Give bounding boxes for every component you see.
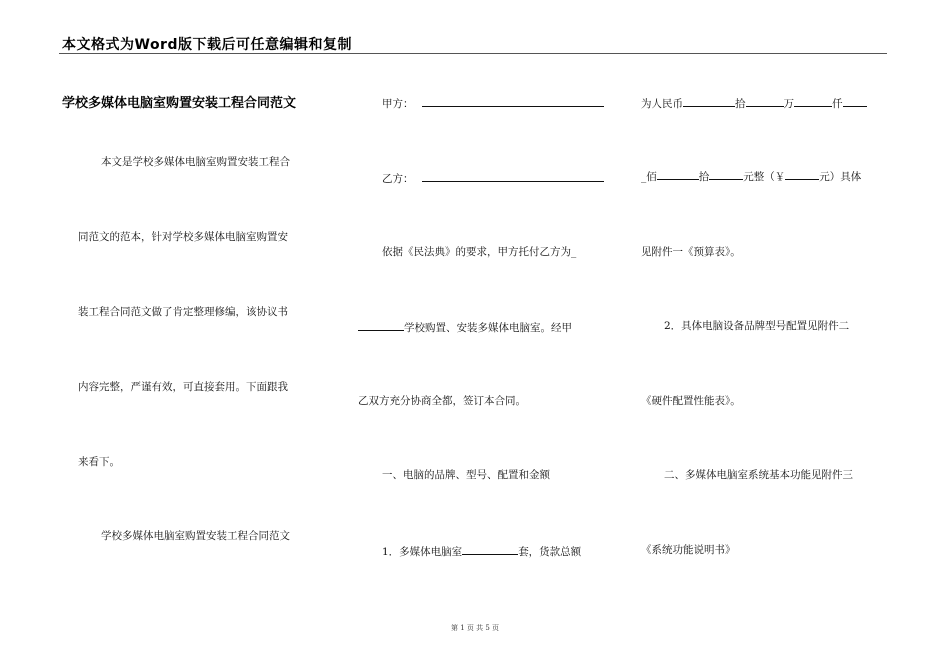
basis-line-1: 依据《民法典》的要求，甲方托付乙方为_ bbox=[382, 246, 577, 258]
item-2-continuation: 《硬件配置性能表》。 bbox=[641, 395, 741, 407]
intro-line-5: 来看下。 bbox=[78, 456, 120, 468]
school-name-blank bbox=[358, 319, 404, 331]
basis-text-2: 学校购置、安装多媒体电脑室。经甲 bbox=[404, 322, 572, 334]
amount-label: 为人民币 bbox=[641, 98, 683, 110]
amount-blank-5 bbox=[657, 168, 699, 180]
party-b-blank bbox=[422, 170, 604, 182]
party-a-line bbox=[382, 95, 604, 111]
amount-unit-shi: 拾 bbox=[735, 98, 746, 110]
amount-blank-4 bbox=[843, 95, 867, 107]
amount-line-2 bbox=[641, 168, 861, 184]
section-1-heading: 一、电脑的品牌、型号、配置和金额 bbox=[382, 469, 550, 481]
subtitle: 学校多媒体电脑室购置安装工程合同范文 bbox=[101, 530, 290, 542]
amount-blank-7 bbox=[785, 168, 819, 180]
page-header: 本文格式为Word版下载后可任意编辑和复制 bbox=[62, 37, 352, 53]
page-footer: 第 1 页 共 5 页 bbox=[450, 624, 500, 632]
amount-blank-1 bbox=[683, 95, 735, 107]
appendix-1-line: 见附件一《预算表》。 bbox=[641, 246, 741, 258]
amount-unit-wan: 万 bbox=[783, 98, 794, 110]
set-count-blank bbox=[462, 543, 518, 555]
document-title: 学校多媒体电脑室购置安装工程合同范文 bbox=[62, 96, 297, 111]
party-b-label: 乙方： bbox=[382, 173, 414, 185]
header-divider bbox=[59, 53, 887, 54]
section-2-heading: 二、多媒体电脑室系统基本功能见附件三 bbox=[664, 469, 853, 481]
basis-line-2 bbox=[358, 319, 572, 335]
basis-line-3: 乙双方充分协商全都，签订本合同。 bbox=[358, 395, 526, 407]
amount-unit-bai: _佰 bbox=[641, 171, 657, 183]
party-b-line bbox=[382, 170, 604, 186]
item-2-line: 2．具体电脑设备品牌型号配置见附件二 bbox=[664, 320, 850, 332]
amount-blank-2 bbox=[746, 95, 784, 107]
intro-line-2: 同范文的范本，针对学校多媒体电脑室购置安 bbox=[78, 231, 288, 243]
party-a-label: 甲方： bbox=[382, 98, 414, 110]
amount-line-1 bbox=[641, 95, 867, 111]
section-2-continuation: 《系统功能说明书》 bbox=[641, 544, 736, 556]
item-1-line bbox=[382, 543, 581, 559]
amount-yuan-suffix: 元）具体 bbox=[819, 171, 862, 183]
amount-blank-6 bbox=[709, 168, 743, 180]
intro-line-4: 内容完整，严谨有效，可直接套用。下面跟我 bbox=[78, 381, 288, 393]
intro-line-3: 装工程合同范文做了肯定整理修编，该协议书 bbox=[78, 306, 288, 318]
item-1-suffix: 套，货款总额 bbox=[518, 546, 582, 558]
intro-line-1: 本文是学校多媒体电脑室购置安装工程合 bbox=[101, 156, 290, 168]
item-1-label: 1．多媒体电脑室 bbox=[382, 546, 463, 558]
amount-blank-3 bbox=[794, 95, 832, 107]
amount-unit-shi-2: 拾 bbox=[698, 171, 710, 183]
amount-yuan-label: 元整（￥ bbox=[743, 171, 786, 183]
amount-unit-qian: 仟 bbox=[832, 98, 843, 110]
party-a-blank bbox=[422, 95, 604, 107]
